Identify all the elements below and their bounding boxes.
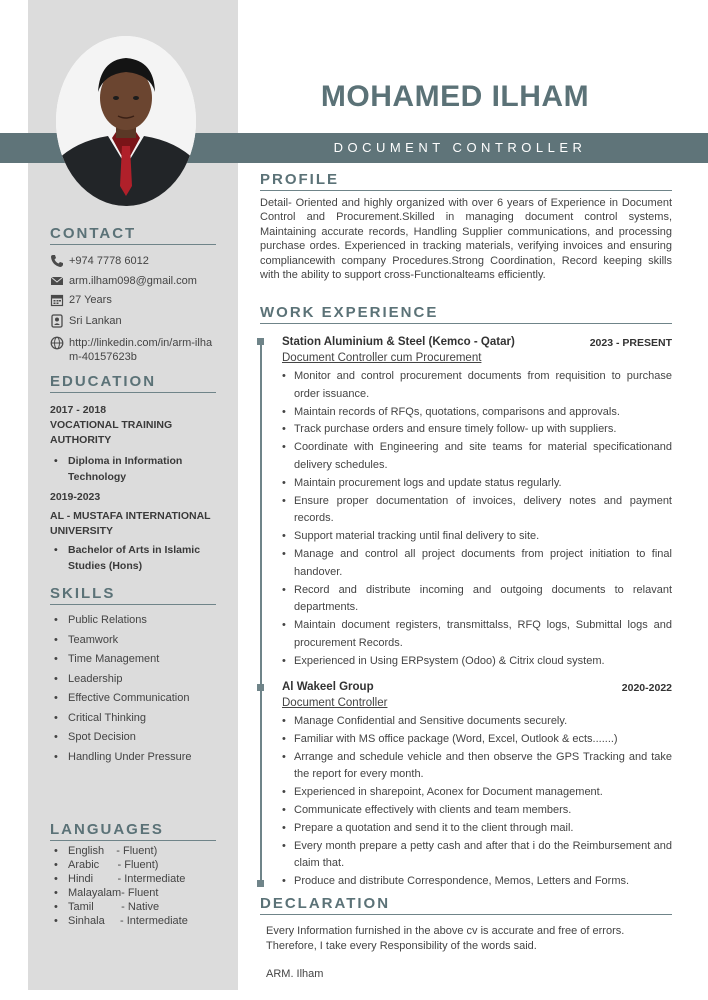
language-item: • Tamil - Native [54,900,159,914]
duty-item: • Experienced in sharepoint, Aconex for Document management. [282,784,672,802]
contact-linkedin[interactable] [50,336,225,364]
contact-heading: CONTACT [50,225,216,245]
job-title: DOCUMENT CONTROLLER [333,140,587,155]
candidate-name: MOHAMED ILHAM [320,80,590,113]
duty-item: • Ensure proper documentation of invoices, delivery notes and payment records. [282,493,672,529]
skill-item: • Public Relations [54,614,147,626]
skill-item: • Teamwork [54,634,118,646]
education-heading: EDUCATION [50,373,216,393]
id-card-icon [50,314,64,328]
edu-degree-2: • Bachelor of Arts in Islamic Studies (Hons) [54,542,216,574]
contact-email[interactable] [50,274,225,288]
language-item: • English - Fluent) [54,844,157,858]
duty-item: • Every month prepare a petty cash and after that i do the Reimbursement and claim that. [282,838,672,874]
job-role-2: Document Controller [282,697,388,709]
calendar-icon [50,293,64,307]
globe-icon [50,336,64,350]
envelope-icon [50,274,64,288]
duty-item: • Monitor and control procurement documents from requisition to purchase order issuance. [282,368,672,404]
duty-item: • Coordinate with Engineering and site teams for material specificationand delivery schedules. [282,439,672,475]
linkedin-text: http://linkedin.com/in/arm-ilham-40157623b [69,337,213,363]
signature-text: ARM. Ilham [266,968,324,980]
languages-heading: LANGUAGES [50,821,216,841]
edu-years-2: 2019-2023 [50,491,101,503]
declaration-heading: DECLARATION [260,895,672,915]
job-company-2: Al Wakeel Group [282,681,374,693]
email-text: arm.ilham098@gmail.com [69,275,197,287]
duty-item: • Prepare a quotation and send it to the client through mail. [282,820,672,838]
duty-item: • Arrange and schedule vehicle and then observe the GPS Tracking and take the report for every month. [282,749,672,785]
contact-age [50,293,225,307]
nationality-text: Sri Lankan [69,315,122,327]
duty-item: • Maintain records of RFQs, quotations, comparisons and approvals. [282,404,672,422]
duty-item: • Manage and control all project documents from project initiation to final handover. [282,546,672,582]
language-item: • Hindi - Intermediate [54,872,185,886]
job-duties-2 [282,713,672,891]
language-item: • Sinhala - Intermediate [54,914,188,928]
skill-item: • Critical Thinking [54,712,146,724]
profile-summary: Detail- Oriented and highly organized with over 6 years of Experience in Document Control and Procurement.Skilled in managing document control systems, Maintaining accurate records, Handling Supplier communications, and processing purchase ordes. Experienced in tracking materials, verifying invoices and ensuring compliancewith company Procedures.Strong Coordination, Record keeping skills with the ability to support cross-Functionalteams efficiently. [260,197,672,282]
skill-item: • Leadership [54,673,122,685]
language-item: • Malayalam- Fluent [54,886,158,900]
duty-item: • Maintain document registers, transmittalss, RFQ logs, Submittal logs and procurement Records. [282,617,672,653]
duty-item: • Maintain procurement logs and update status regularly. [282,475,672,493]
duty-item: • Manage Confidential and Sensitive documents securely. [282,713,672,731]
duty-item: • Track purchase orders and ensure timely follow- up with suppliers. [282,421,672,439]
job-role-1: Document Controller cum Procurement [282,352,482,364]
timeline-marker [257,338,264,345]
skill-item: • Handling Under Pressure [54,751,192,763]
duty-item: • Support material tracking until final delivery to site. [282,528,672,546]
contact-nationality [50,314,225,328]
edu-degree-1: • Diploma in Information Technology [54,453,208,485]
skill-item: • Effective Communication [54,692,189,704]
phone-text: +974 7778 6012 [69,255,149,267]
skill-item: • Spot Decision [54,731,136,743]
job-dates-2: 2020-2022 [621,682,672,694]
skills-heading: SKILLS [50,585,216,605]
edu-institution-1: VOCATIONAL TRAINING AUTHORITY [50,419,173,446]
duty-item: • Produce and distribute Correspondence, Memos, Letters and Forms. [282,873,672,891]
edu-institution-2: AL - MUSTAFA INTERNATIONAL UNIVERSITY [50,510,211,537]
profile-heading: PROFILE [260,171,672,191]
language-item: • Arabic - Fluent) [54,858,158,872]
skill-item: • Time Management [54,653,159,665]
profile-photo [56,36,196,206]
timeline-marker [257,684,264,691]
duty-item: • Communicate effectively with clients and team members. [282,802,672,820]
job-company-1: Station Aluminium & Steel (Kemco - Qatar) [282,336,515,348]
timeline-marker [257,880,264,887]
job-duties-1 [282,368,672,671]
duty-item: • Record and distribute incoming and outgoing documents to relavant departments. [282,582,672,618]
duty-item: • Familiar with MS office package (Word, Excel, Outlook & ects.......) [282,731,672,749]
job-dates-1: 2023 - PRESENT [589,337,672,349]
timeline-line [260,338,262,886]
work-heading: WORK EXPERIENCE [260,304,672,324]
age-text: 27 Years [69,294,112,306]
edu-years-1: 2017 - 2018 [50,404,107,416]
declaration-text: Every Information furnished in the above cv is accurate and free of errors. Therefore, I take every Responsibility of the words said. [266,925,625,952]
duty-item: • Experienced in Using ERPsystem (Odoo) & Citrix cloud system. [282,653,672,671]
contact-phone [50,254,225,268]
phone-icon [50,254,64,268]
